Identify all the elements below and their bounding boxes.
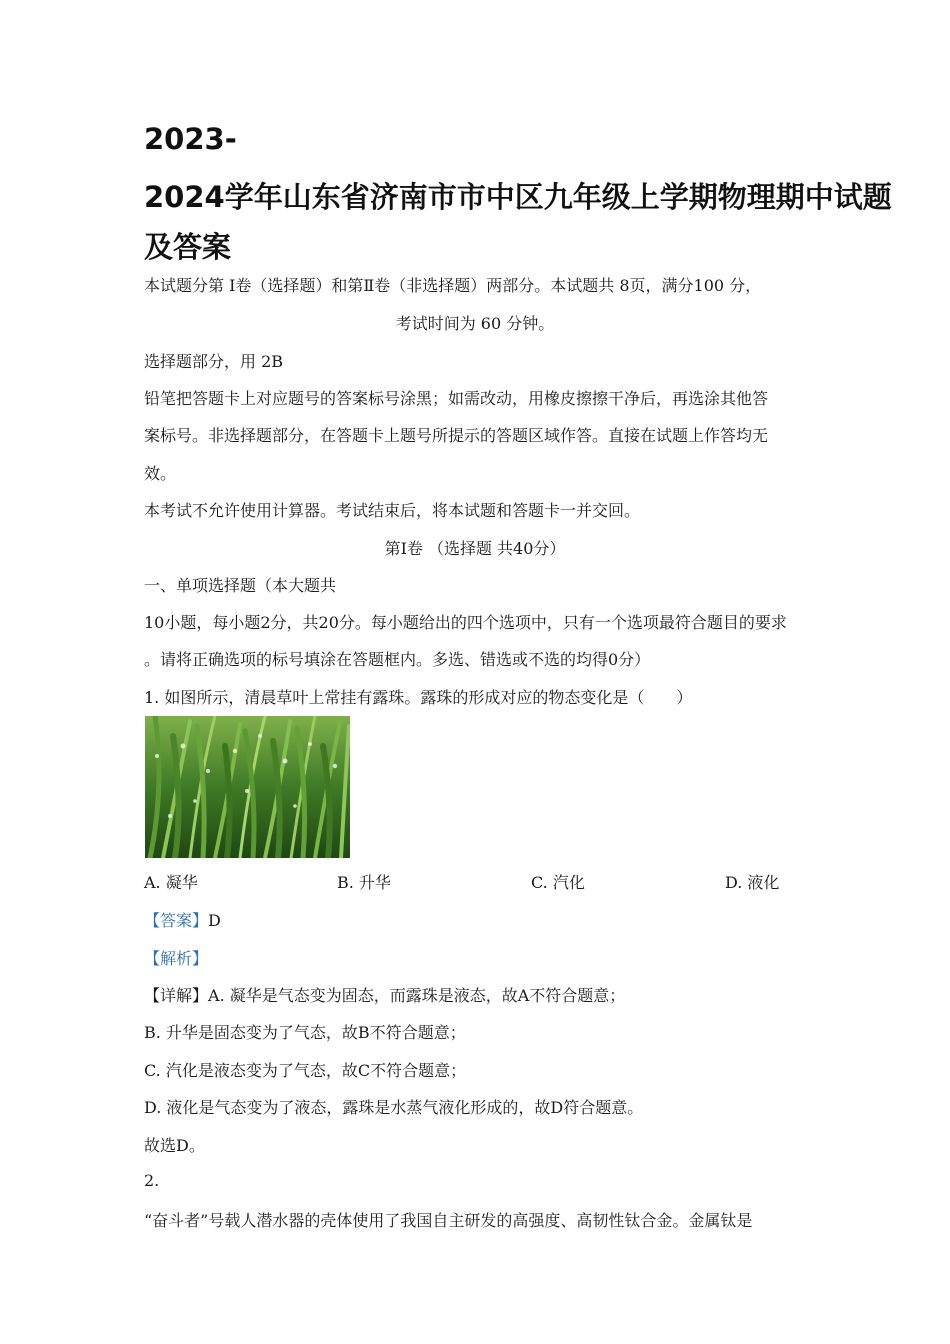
intro-line-7: 本考试不允许使用计算器。考试结束后，将本试题和答题卡一并交回。 [144, 501, 641, 520]
detail-line-a [144, 983, 625, 1006]
option-b: B. 升华 [337, 873, 391, 892]
title-line-3: 及答案 [144, 230, 232, 264]
part1-line-2: 10小题，每小题2分，共20分。每小题给出的四个选项中，只有一个选项最符合题目的要求 [144, 613, 787, 632]
dewy-grass-image [145, 716, 350, 858]
option-d: D. 液化 [725, 873, 780, 892]
option-a: A. 凝华 [144, 873, 198, 892]
analysis-tag: 【解析】 [144, 949, 209, 968]
part1-line-1: 一、单项选择题（本大题共 [144, 576, 337, 595]
intro-line-5: 案标号。非选择题部分，在答题卡上题号所提示的答题区域作答。直接在试题上作答均无 [144, 426, 769, 445]
part1-line-3: 。请将正确选项的标号填涂在答题框内。多选、错选或不选的均得0分） [144, 650, 651, 669]
answer-line [144, 908, 221, 931]
detail-line-c: C. 汽化是液态变为了气态，故C不符合题意； [144, 1061, 467, 1080]
intro-line-3: 选择题部分，用 2B [144, 352, 284, 371]
q1-stem: 1. 如图所示，清晨草叶上常挂有露珠。露珠的形成对应的物态变化是（ ） [144, 688, 693, 707]
intro-line-4: 铅笔把答题卡上对应题号的答案标号涂黑；如需改动，用橡皮擦擦干净后，再选涂其他答 [144, 389, 769, 408]
analysis-line [144, 946, 208, 969]
detail-tag: 【详解】 [144, 986, 209, 1005]
answer-tag: 【答案】 [144, 911, 209, 930]
section-heading: 第Ⅰ卷 （选择题 共40分） [384, 539, 566, 558]
detail-line-b: B. 升华是固态变为了气态，故B不符合题意； [144, 1023, 466, 1042]
title-line-2: 2024学年山东省济南市市中区九年级上学期物理期中试题 [144, 180, 892, 214]
intro-line-6: 效。 [144, 464, 177, 483]
q2-number: 2. [144, 1171, 160, 1190]
conclusion-line: 故选D。 [144, 1136, 205, 1155]
title-line-1: 2023- [144, 122, 237, 156]
option-c: C. 汽化 [531, 873, 585, 892]
detail-line-d: D. 液化是气态变为了液态，露珠是水蒸气液化形成的，故D符合题意。 [144, 1098, 644, 1117]
intro-line-1: 本试题分第 Ⅰ卷（选择题）和第Ⅱ卷（非选择题）两部分。本试题共 8页，满分100 分， [144, 276, 762, 295]
answer-value: D [208, 911, 221, 930]
q2-stem: “奋斗者”号载人潜水器的壳体使用了我国自主研发的高强度、高韧性钛合金。金属钛是 [144, 1211, 753, 1230]
detail-a-text: A. 凝华是气态变为固态，而露珠是液态，故A不符合题意； [208, 986, 626, 1005]
intro-line-2: 考试时间为 60 分钟。 [395, 314, 555, 333]
